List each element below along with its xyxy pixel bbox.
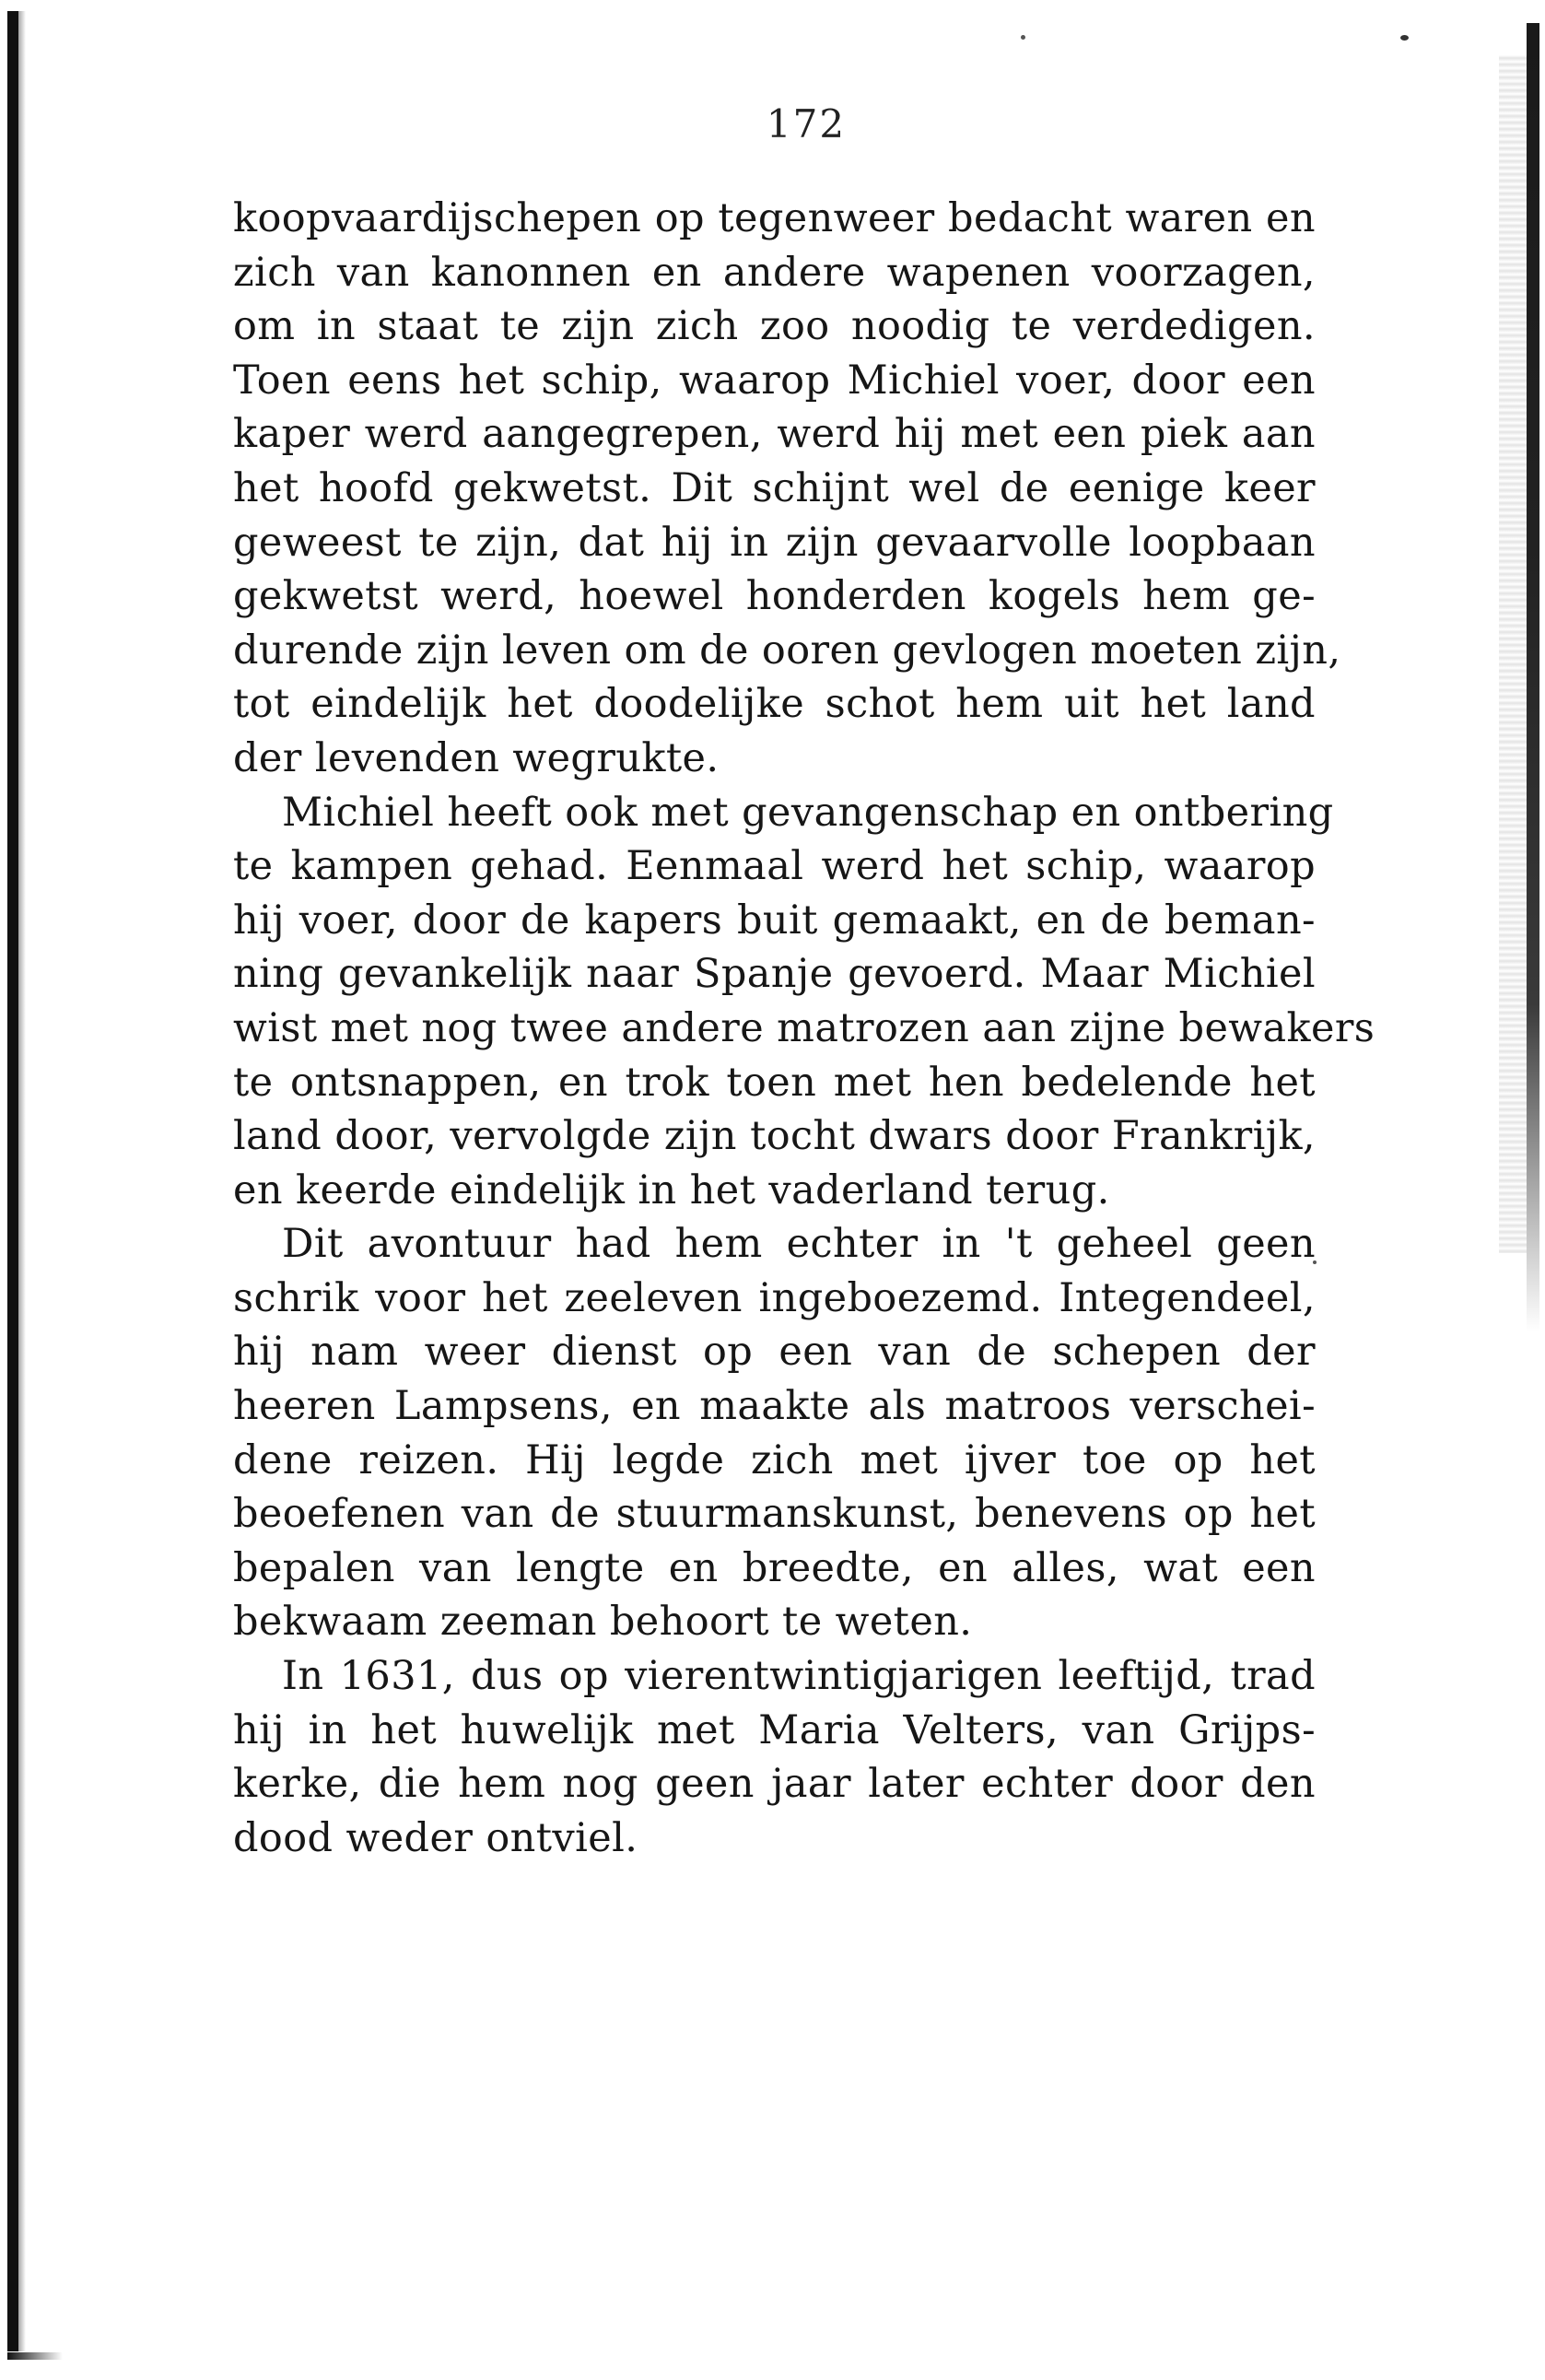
text-line: zich van kanonnen en andere wapenen voorzagen, (233, 249, 1316, 296)
scan-speck (1021, 35, 1025, 40)
text-line: ning gevankelijk naar Spanje gevoerd. Maar Michiel (233, 951, 1316, 998)
text-line: tot eindelijk het doodelijke schot hem uit het land (233, 681, 1316, 728)
scan-speck (1400, 35, 1409, 41)
text-line: dood weder ontviel. (233, 1814, 638, 1861)
text-line: Toen eens het schip, waarop Michiel voer, door een (233, 357, 1316, 404)
scan-edge-right-shadow (1499, 55, 1527, 1253)
text-line: hij voer, door de kapers buit gemaakt, en de beman- (233, 897, 1316, 944)
body-text (233, 192, 1375, 1865)
text-line: beoefenen van de stuurmanskunst, benevens op het (233, 1491, 1316, 1538)
text-line: hij nam weer dienst op een van de schepen der (233, 1329, 1316, 1376)
text-line: het hoofd gekwetst. Dit schijnt wel de eenige keer (233, 464, 1316, 511)
text-line: kerke, die hem nog geen jaar later echter door den (233, 1761, 1316, 1808)
page-number: 172 (766, 101, 847, 147)
text-line: schrik voor het zeeleven ingeboezemd. Integendeel, (233, 1274, 1316, 1321)
text-line: bepalen van lengte en breedte, en alles, wat een (233, 1544, 1316, 1591)
text-line: heeren Lampsens, en maakte als matroos verschei- (233, 1383, 1316, 1430)
text-line: bekwaam zeeman behoort te weten. (233, 1599, 973, 1646)
scan-edge-left-shadow (18, 11, 26, 2351)
text-line: wist met nog twee andere matrozen aan zijne bewakers (233, 1004, 1375, 1051)
text-line: land door, vervolgde zijn tocht dwars door Frankrijk, (233, 1113, 1316, 1160)
scan-edge-right (1527, 23, 1539, 1331)
text-line: gekwetst werd, hoewel honderden kogels hem ge- (233, 573, 1316, 620)
text-line: der levenden wegrukte. (233, 734, 720, 781)
text-line: In 1631, dus op vierentwintigjarigen leeftijd, trad (282, 1653, 1316, 1700)
text-line: en keerde eindelijk in het vaderland terug. (233, 1167, 1110, 1213)
text-line: te ontsnappen, en trok toen met hen bedelende het (233, 1059, 1316, 1106)
text-line: te kampen gehad. Eenmaal werd het schip, waarop (233, 843, 1316, 890)
text-line: kaper werd aangegrepen, werd hij met een piek aan (233, 411, 1316, 458)
scan-edge-left (7, 11, 18, 2351)
text-line: durende zijn leven om de ooren gevlogen moeten zijn, (233, 627, 1341, 674)
text-line: koopvaardijschepen op tegenweer bedacht waren en (233, 195, 1316, 241)
text-line: om in staat te zijn zich zoo noodig te verdedigen. (233, 303, 1316, 350)
text-line: Dit avontuur had hem echter in 't geheel geen (282, 1221, 1316, 1268)
text-line: hij in het huwelijk met Maria Velters, van Grijps- (233, 1706, 1316, 1753)
text-line: Michiel heeft ook met gevangenschap en ontbering (282, 789, 1334, 836)
text-line: dene reizen. Hij legde zich met ijver toe op het (233, 1436, 1316, 1483)
text-line: geweest te zijn, dat hij in zijn gevaarvolle loopbaan (233, 519, 1316, 566)
scan-edge-bottom (7, 2352, 63, 2360)
